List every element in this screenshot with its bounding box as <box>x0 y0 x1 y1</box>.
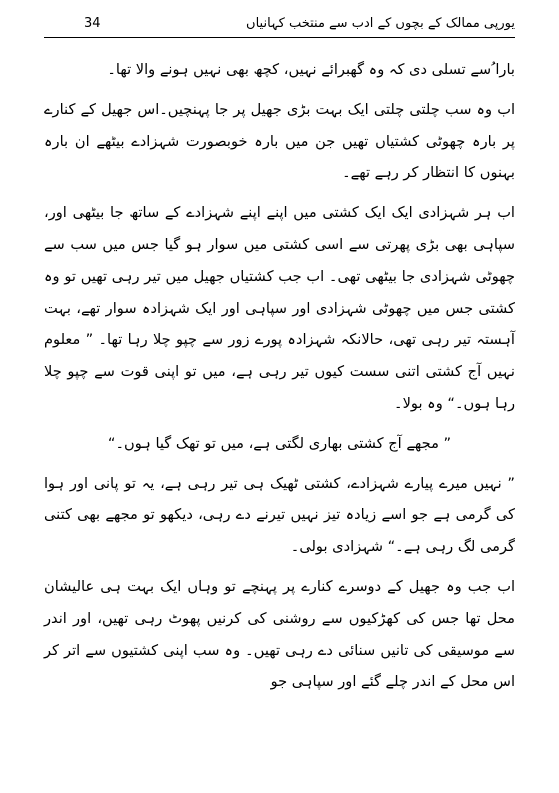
book-title: یورپی ممالک کے بچوں کے ادب سے منتخب کہانیاں <box>246 16 515 31</box>
paragraph: بارا ُسے تسلی دی کہ وہ گھبرائے نہیں، کچھ بھی نہیں ہونے والا تھا۔ <box>107 61 515 78</box>
running-header <box>44 14 515 36</box>
paragraph: اب وہ سب چلتی چلتی ایک بہت بڑی جھیل پر جا پہنچیں۔اس جھیل کے کنارے پر بارہ چھوٹی کشتیاں تھیں جن میں بارہ خوبصورت شہزادے بیٹھے ان بارہ بہنوں کا انتظار کر رہے تھے۔ <box>44 100 515 182</box>
header-divider <box>44 37 515 38</box>
paragraph: اب ہر شہزادی ایک ایک کشتی میں اپنے اپنے شہزادے کے ساتھ جا بیٹھی اور، سپاہی بھی بڑی پھرتی سے اسی کشتی میں سوار ہو گیا جس میں سب سے چھوٹی شہزادی جا بیٹھی تھی۔ اب جب کشتیاں جھیل میں تیر رہی تھیں تو وہ کشتی جس میں چھوٹی شہزادی اور سپاہی اور ایک شہزادہ سوار تھے، بہت آہستہ تیر رہی تھی، حالانکہ شہزادہ پورے زور سے چپو چلا رہا تھا۔ ” معلوم نہیں آج کشتی اتنی سست کیوں تیر رہی ہے، میں تو اپنی قوت سے چپو چلا رہا ہوں۔“ وہ بولا۔ <box>44 204 515 412</box>
page-number: 34 <box>84 16 101 31</box>
story-text <box>44 54 515 706</box>
paragraph: اب جب وہ جھیل کے دوسرے کنارے پر پہنچے تو وہاں ایک بہت ہی عالیشان محل تھا جس کی کھڑکیوں سے روشنی کی کرنیں پھوٹ رہی تھیں، اور اندر سے موسیقی کی تانیں سنائی دے رہی تھیں۔ وہ سب اپنی کشتیوں سے اتر کر اس محل کے اندر چلے گئے اور سپاہی جو <box>44 577 515 691</box>
paragraph: ” نہیں میرے پیارے شہزادے، کشتی ٹھیک ہی تیر رہی ہے، یہ تو پانی اور ہوا کی گرمی ہے جو اسے زیادہ تیز نہیں تیرنے دے رہی، دیکھو تو مجھے بھی کتنی گرمی لگ رہی ہے۔“ شہزادی بولی۔ <box>44 474 515 556</box>
dialogue-paragraph: ” مجھے آج کشتی بھاری لگتی ہے، میں تو تھک گیا ہوں۔“ <box>107 434 452 452</box>
